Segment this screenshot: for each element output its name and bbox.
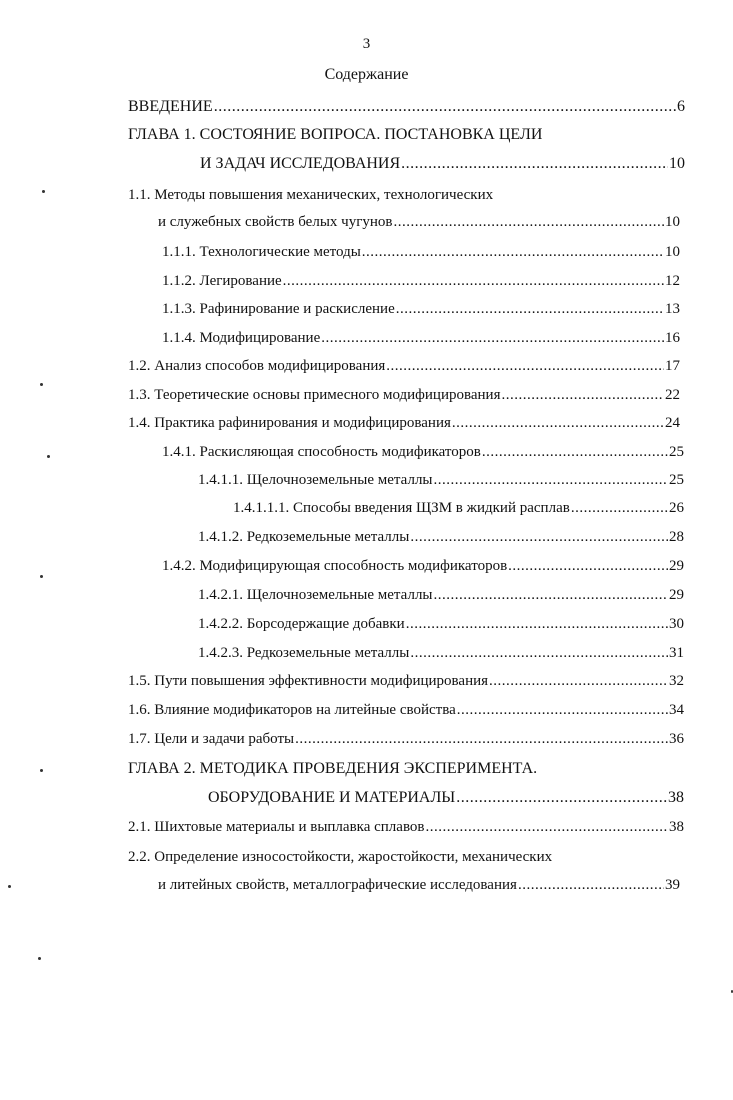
toc-entry-page: 36: [669, 731, 684, 747]
toc-entry-label: 1.4.1. Раскисляющая способность модификаторов: [162, 444, 481, 460]
scan-speck: [42, 190, 45, 193]
toc-entry-label: И ЗАДАЧ ИССЛЕДОВАНИЯ: [200, 155, 401, 172]
toc-entry-chapter-1[interactable]: [128, 126, 542, 144]
toc-entry-1-4-1-2[interactable]: [198, 528, 684, 546]
toc-leader-dots: [295, 730, 668, 748]
toc-leader-dots: [434, 471, 668, 489]
toc-entry-1-1-1[interactable]: [162, 243, 680, 261]
toc-leader-dots: [508, 557, 668, 575]
toc-leader-dots: [571, 499, 668, 517]
toc-leader-dots: [457, 701, 668, 719]
toc-entry-1-1-2[interactable]: [162, 272, 680, 290]
toc-leader-dots: [410, 644, 668, 662]
toc-entry-2-2[interactable]: [128, 848, 552, 866]
toc-entry-1-2[interactable]: [128, 357, 680, 375]
toc-entry-1-3[interactable]: [128, 386, 680, 404]
toc-entry-1-4-1-1-1[interactable]: [233, 499, 684, 517]
toc-entry-page: 34: [669, 702, 684, 718]
toc-entry-label: 1.1.4. Модифицирование: [162, 330, 321, 346]
toc-leader-dots: [456, 789, 667, 807]
toc-entry-label: 1.4.1.2. Редкоземельные металлы: [198, 529, 410, 545]
toc-entry-label: и литейных свойств, металлографические исследования: [158, 877, 517, 893]
toc-leader-dots: [393, 213, 664, 231]
toc-leader-dots: [362, 243, 664, 261]
toc-entry-1-4-2-3[interactable]: [198, 644, 684, 662]
toc-entry-label: 1.3. Теоретические основы примесного модифицирования: [128, 387, 501, 403]
toc-leader-dots: [482, 443, 668, 461]
toc-entry-label: ГЛАВА 1. СОСТОЯНИЕ ВОПРОСА. ПОСТАНОВКА ЦЕЛИ: [128, 126, 543, 143]
toc-entry-page: 10: [665, 244, 680, 260]
toc-entry-page: 10: [669, 155, 685, 172]
toc-leader-dots: [434, 586, 668, 604]
toc-leader-dots: [283, 272, 664, 290]
toc-leader-dots: [406, 615, 668, 633]
toc-entry-chapter-2-cont[interactable]: [208, 789, 684, 807]
toc-entry-page: 26: [669, 500, 684, 516]
toc-entry-label: 1.2. Анализ способов модифицирования: [128, 358, 386, 374]
toc-leader-dots: [396, 300, 664, 318]
toc-entry-page: 29: [669, 558, 684, 574]
toc-entry-1-7[interactable]: [128, 730, 684, 748]
toc-entry-label: 1.4.1.1. Щелочноземельные металлы: [198, 472, 433, 488]
toc-entry-label: 1.1.2. Легирование: [162, 273, 282, 289]
scan-speck: [8, 885, 11, 888]
toc-entry-page: 38: [668, 789, 684, 806]
toc-entry-page: 12: [665, 273, 680, 289]
scan-speck: [40, 575, 43, 578]
toc-entry-1-6[interactable]: [128, 701, 684, 719]
toc-entry-label: 1.4. Практика рафинирования и модифицирования: [128, 415, 451, 431]
toc-entry-1-1[interactable]: [128, 186, 493, 204]
toc-entry-1-4-1-1[interactable]: [198, 471, 684, 489]
toc-entry-label: 1.6. Влияние модификаторов на литейные свойства: [128, 702, 456, 718]
toc-entry-page: 28: [669, 529, 684, 545]
toc-leader-dots: [518, 876, 664, 894]
toc-entry-page: 32: [669, 673, 684, 689]
toc-entry-label: ОБОРУДОВАНИЕ И МАТЕРИАЛЫ: [208, 789, 456, 806]
scan-speck: [40, 383, 43, 386]
toc-entry-2-2-cont[interactable]: [158, 876, 680, 894]
toc-leader-dots: [214, 98, 676, 116]
page-number: 3: [362, 36, 371, 52]
toc-entry-1-5[interactable]: [128, 672, 684, 690]
toc-entry-page: 30: [669, 616, 684, 632]
toc-entry-introduction[interactable]: [128, 98, 685, 116]
toc-entry-page: 29: [669, 587, 684, 603]
toc-entry-label: ВВЕДЕНИЕ: [128, 98, 213, 115]
toc-entry-page: 31: [669, 645, 684, 661]
toc-entry-label: 1.5. Пути повышения эффективности модифицирования: [128, 673, 489, 689]
scan-speck: [47, 455, 50, 458]
toc-entry-page: 10: [665, 214, 680, 230]
toc-entry-page: 17: [665, 358, 680, 374]
toc-entry-label: 1.4.1.1.1. Способы введения ЩЗМ в жидкий расплав: [233, 500, 570, 516]
toc-entry-chapter-1-cont[interactable]: [200, 155, 685, 173]
toc-entry-1-4-1[interactable]: [162, 443, 684, 461]
toc-entry-page: 16: [665, 330, 680, 346]
toc-leader-dots: [489, 672, 668, 690]
toc-entry-1-1-4[interactable]: [162, 329, 680, 347]
toc-entry-1-4-2[interactable]: [162, 557, 684, 575]
toc-entry-label: 1.1.1. Технологические методы: [162, 244, 361, 260]
toc-leader-dots: [410, 528, 668, 546]
toc-title: Содержание: [324, 66, 409, 83]
toc-entry-page: 38: [669, 819, 684, 835]
toc-entry-page: 22: [665, 387, 680, 403]
toc-entry-2-1[interactable]: [128, 818, 684, 836]
toc-entry-label: 1.4.2.3. Редкоземельные металлы: [198, 645, 410, 661]
toc-entry-page: 6: [677, 98, 685, 115]
toc-entry-1-1-cont[interactable]: [158, 213, 680, 231]
toc-leader-dots: [321, 329, 664, 347]
scan-speck: [40, 769, 43, 772]
toc-leader-dots: [501, 386, 664, 404]
toc-entry-label: 2.2. Определение износостойкости, жаростойкости, механических: [128, 849, 553, 865]
toc-entry-1-4-2-1[interactable]: [198, 586, 684, 604]
toc-leader-dots: [401, 155, 668, 173]
toc-leader-dots: [452, 414, 664, 432]
toc-entry-label: 1.4.2.2. Борсодержащие добавки: [198, 616, 405, 632]
toc-entry-1-4-2-2[interactable]: [198, 615, 684, 633]
toc-entry-page: 25: [669, 444, 684, 460]
toc-entry-chapter-2[interactable]: [128, 760, 537, 778]
toc-entry-label: 1.1. Методы повышения механических, технологических: [128, 187, 494, 203]
scan-speck: [38, 957, 41, 960]
toc-entry-label: ГЛАВА 2. МЕТОДИКА ПРОВЕДЕНИЯ ЭКСПЕРИМЕНТА.: [128, 760, 538, 777]
toc-entry-page: 25: [669, 472, 684, 488]
toc-entry-1-1-3[interactable]: [162, 300, 680, 318]
toc-entry-1-4[interactable]: [128, 414, 680, 432]
toc-entry-label: 1.4.2. Модифицирующая способность модификаторов: [162, 558, 508, 574]
toc-entry-label: 1.7. Цели и задачи работы: [128, 731, 295, 747]
toc-entry-page: 13: [665, 301, 680, 317]
toc-entry-label: 1.4.2.1. Щелочноземельные металлы: [198, 587, 433, 603]
toc-entry-label: 1.1.3. Рафинирование и раскисление: [162, 301, 395, 317]
toc-entry-page: 24: [665, 415, 680, 431]
toc-leader-dots: [426, 818, 668, 836]
toc-entry-label: 2.1. Шихтовые материалы и выплавка сплавов: [128, 819, 425, 835]
toc-entry-label: и служебных свойств белых чугунов: [158, 214, 393, 230]
toc-leader-dots: [386, 357, 664, 375]
toc-entry-page: 39: [665, 877, 680, 893]
